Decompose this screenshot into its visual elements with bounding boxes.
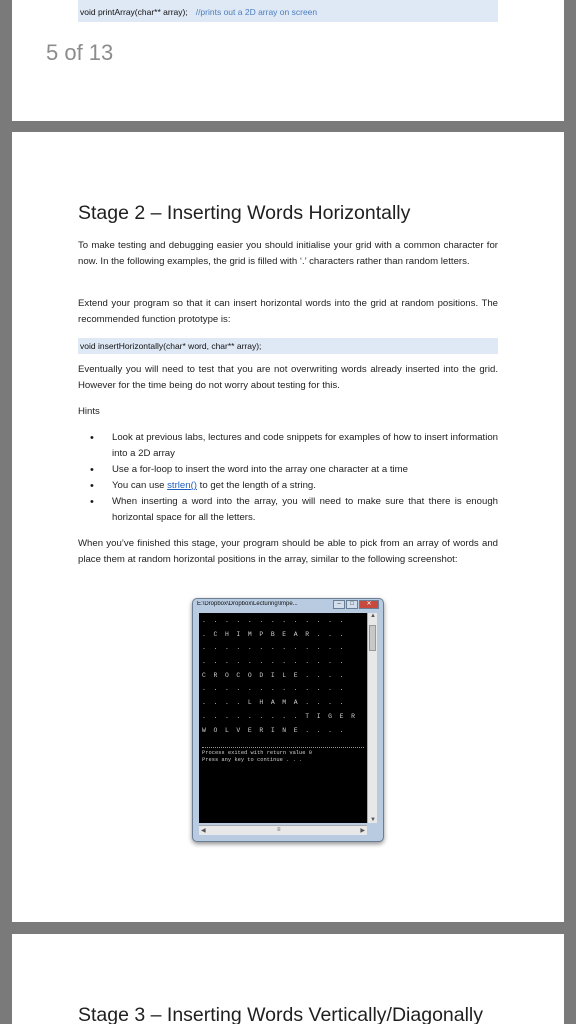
grid-row: . . . . . . . . . T I G E R — [202, 712, 357, 720]
page-counter: 5 of 13 — [46, 40, 114, 65]
scroll-up-icon: ▲ — [370, 613, 376, 619]
console-output — [199, 613, 367, 823]
grid-row: . . . . L H A M A . . . . — [202, 699, 346, 707]
console-separator — [202, 740, 364, 748]
hint-item — [98, 430, 498, 462]
scrollbar-thumb — [369, 625, 376, 651]
console-continue-message: Press any key to continue . . . — [202, 757, 303, 764]
strlen-link[interactable]: strlen() — [167, 480, 197, 491]
paragraph-extend: Extend your program so that it can insert horizontal words into the grid at random positions. The recommended function prototype is: — [78, 298, 498, 325]
code-text: void printArray(char** array); — [80, 7, 188, 17]
vertical-scrollbar — [367, 613, 377, 823]
code-prototype-insert-horizontally: void insertHorizontally(char* word, char** array); — [78, 338, 498, 354]
hints-label: Hints — [78, 406, 100, 417]
grid-row: . . . . . . . . . . . . . — [202, 685, 346, 693]
document-page-3 — [12, 934, 564, 1024]
grid-row: . C H I M P B E A R . . . — [202, 630, 346, 638]
console-window-title: E:\Dropbox\Dropbox\Lecturing\Impe... — [197, 601, 298, 607]
hint-text: to get the length of a string. — [196, 480, 316, 491]
document-page-1 — [12, 0, 564, 121]
hint-item — [98, 494, 498, 526]
code-comment: //prints out a 2D array on screen — [195, 7, 318, 17]
scrollbar-grip-icon: ≡ — [277, 827, 281, 833]
console-exit-message: Process exited with return value 0 — [202, 750, 312, 757]
grid-row: . . . . . . . . . . . . . — [202, 644, 346, 652]
close-icon: ✕ — [359, 600, 379, 609]
scroll-right-icon: ▶ — [360, 828, 365, 834]
paragraph-overwrite: Eventually you will need to test that you are not overwriting words already inserted into the grid. However for the time being do not worry about testing for this. — [78, 364, 498, 391]
paragraph-finished: When you’ve finished this stage, your program should be able to pick from an array of words and place them at random horizontal positions in the array, similar to the following screenshot: — [78, 538, 498, 565]
scroll-left-icon: ◀ — [201, 828, 206, 834]
hint-item — [98, 478, 498, 494]
console-window-screenshot — [192, 598, 384, 842]
minimize-icon: – — [333, 600, 345, 609]
window-controls — [333, 600, 379, 609]
hint-text: You can use — [112, 480, 168, 491]
grid-row: . . . . . . . . . . . . . — [202, 617, 346, 624]
hint-item — [98, 462, 498, 478]
paragraph-intro: To make testing and debugging easier you should initialise your grid with a common character for now. In the following examples, the grid is filled with ‘.’ characters rather than random letters. — [78, 240, 498, 267]
hint-text: Look at previous labs, lectures and code snippets for examples of how to insert information into a 2D array — [112, 432, 498, 459]
grid-row: W O L V E R I N E . . . . — [202, 726, 346, 734]
document-page-2 — [12, 132, 564, 922]
hints-list — [98, 430, 498, 526]
horizontal-scrollbar — [199, 825, 367, 835]
stage-2-heading: Stage 2 – Inserting Words Horizontally — [78, 202, 411, 224]
grid-row: . . . . . . . . . . . . . — [202, 658, 346, 666]
stage-3-heading: Stage 3 – Inserting Words Vertically/Diagonally — [78, 1004, 484, 1024]
hint-text: Use a for-loop to insert the word into the array one character at a time — [112, 464, 408, 475]
hint-text: When inserting a word into the array, you will need to make sure that there is enough horizontal space for all the letters. — [112, 496, 498, 523]
maximize-icon: □ — [346, 600, 358, 609]
scroll-down-icon: ▼ — [370, 817, 376, 823]
grid-row: C R O C O D I L E . . . . — [202, 671, 346, 679]
code-prototype-print-array — [78, 0, 498, 22]
